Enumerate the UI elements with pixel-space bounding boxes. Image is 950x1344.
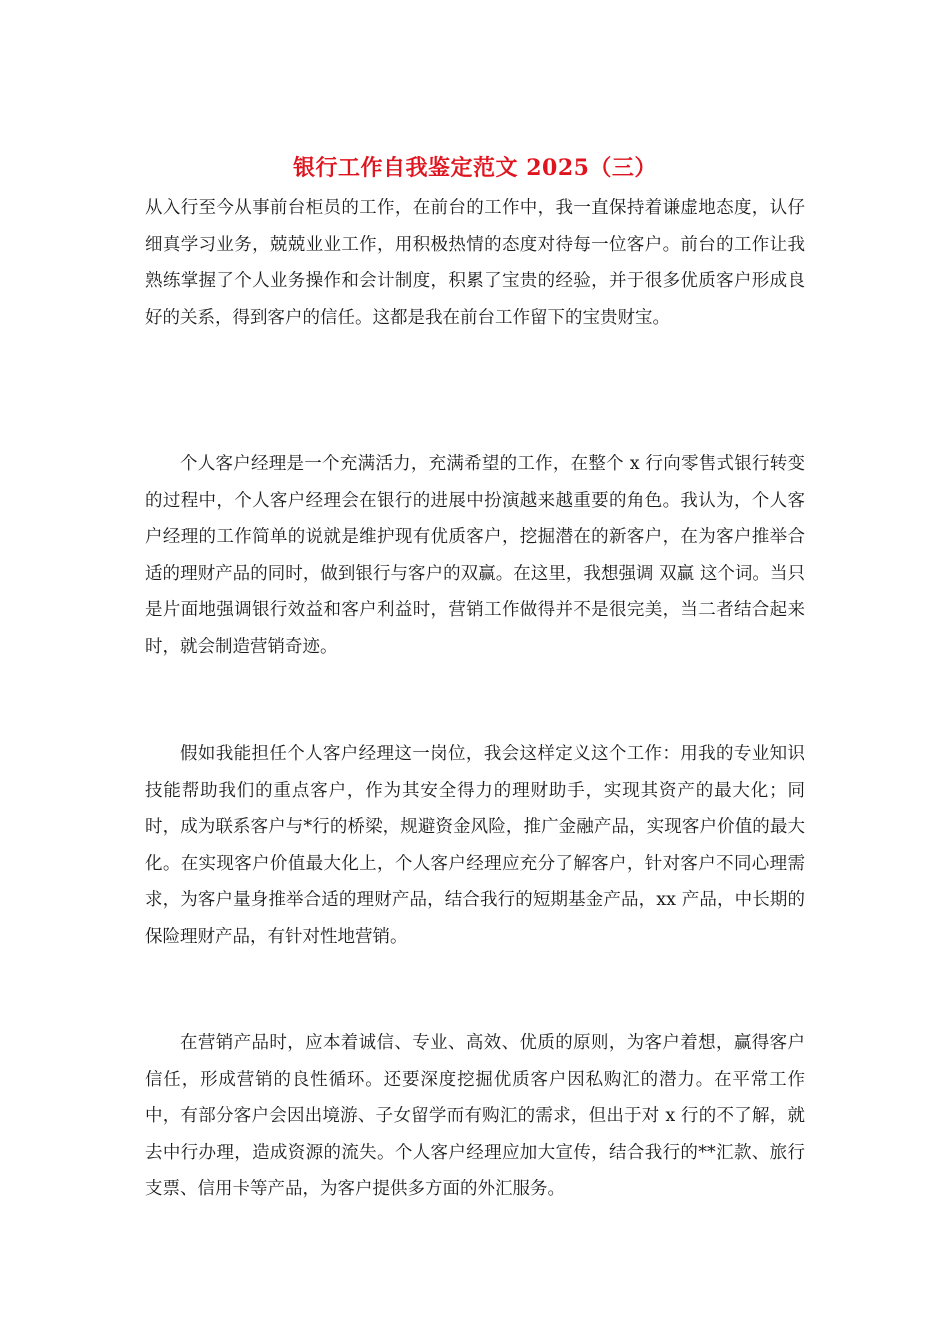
paragraph-3: 假如我能担任个人客户经理这一岗位，我会这样定义这个工作：用我的专业知识技能帮助我们的重点客户，作为其安全得力的理财助手，实现其资产的最大化；同时，成为联系客户与*行的桥梁，规避资金风险，推广金融产品，实现客户价值的最大化。在实现客户价值最大化上，个人客户经理应充分了解客户，针对客户不同心理需求，为客户量身推举合适的理财产品，结合我行的短期基金产品，xx 产品，中长期的保险理财产品，有针对性地营销。 bbox=[145, 744, 805, 947]
paragraph-4: 在营销产品时，应本着诚信、专业、高效、优质的原则，为客户着想，赢得客户信任，形成营销的良性循环。还要深度挖掘优质客户因私购汇的潜力。在平常工作中，有部分客户会因出境游、子女留学而有购汇的需求，但出于对 x 行的不了解，就去中行办理，造成资源的流失。个人客户经理应加大宣传，结合我行的**汇款、旅行支票、信用卡等产品，为客户提供多方面的外汇服务。 bbox=[145, 1033, 805, 1199]
paragraph-1: 从入行至今从事前台柜员的工作，在前台的工作中，我一直保持着谦虚地态度，认仔细真学习业务，兢兢业业工作，用积极热情的态度对待每一位客户。前台的工作让我熟练掌握了个人业务操作和会计制度，积累了宝贵的经验，并于很多优质客户形成良好的关系，得到客户的信任。这都是我在前台工作留下的宝贵财宝。 bbox=[145, 198, 805, 328]
paragraph-2: 个人客户经理是一个充满活力，充满希望的工作，在整个 x 行向零售式银行转变的过程中，个人客户经理会在银行的进展中扮演越来越重要的角色。我认为，个人客户经理的工作简单的说就是维护现有优质客户，挖掘潜在的新客户，在为客户推举合适的理财产品的同时，做到银行与客户的双赢。在这里，我想强调 双赢 这个词。当只是片面地强调银行效益和客户利益时，营销工作做得并不是很完美，当二者结合起来时，就会制造营销奇迹。 bbox=[145, 454, 805, 657]
document-title: 银行工作自我鉴定范文 2025（三） bbox=[293, 155, 657, 181]
